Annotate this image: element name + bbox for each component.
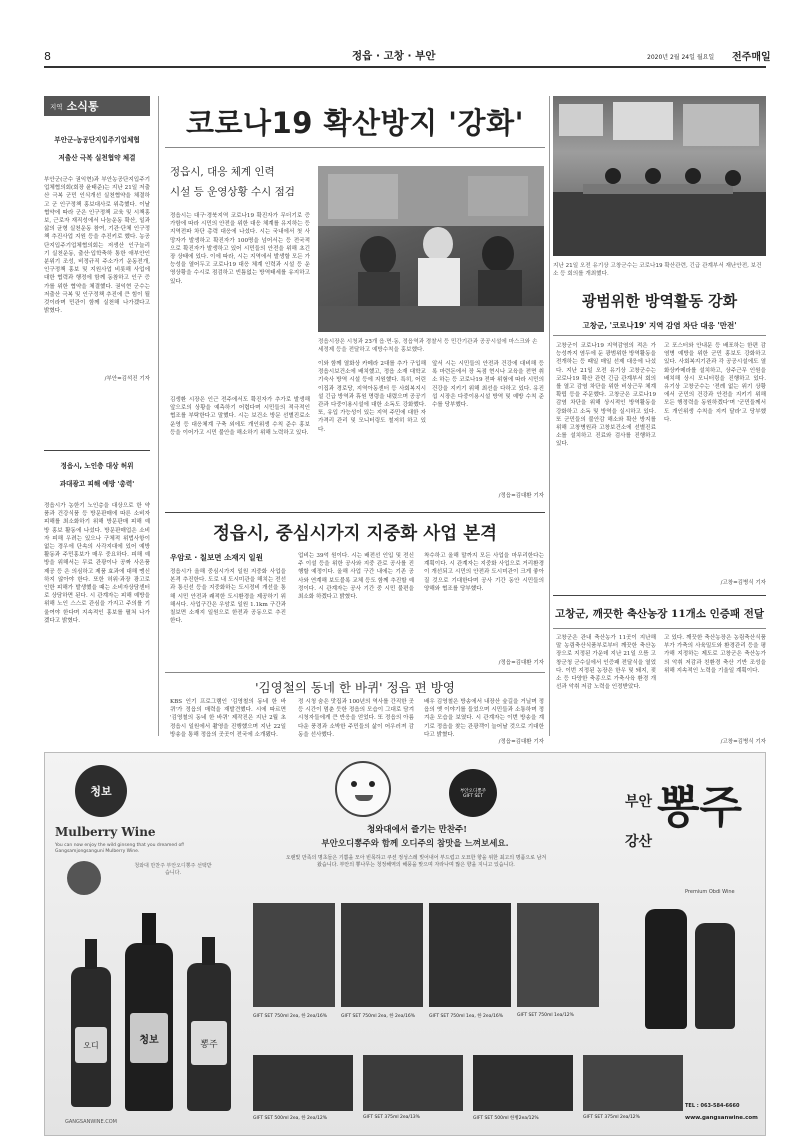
- ad-gift-box-3: [429, 903, 511, 1007]
- story-4-credit: /고창=김병식 기자: [720, 739, 766, 745]
- ad-brand-english: Mulberry Wine: [55, 825, 156, 839]
- ad-main-line: 청와대에서 즐기는 만찬주!: [367, 825, 467, 835]
- ad-gift-box-2: [341, 903, 423, 1007]
- ad-main-line-2: 부안오디뽕주와 함께 오디주의 참맛을 느껴보세요.: [321, 839, 509, 849]
- paper-name: 전주매일: [732, 52, 771, 63]
- ad-footer-logo: GANGSANWINE.COM: [65, 1119, 117, 1125]
- main-story-col-2: 이와 함께 열화상 카메라 2대를 추가 구입해 정읍시보건소에 배치했고, 정읍 소재 대학교 기숙사 방역 시설 등에 지원했다. 특히, 어린이집과 경로당, 지역아동센터 등 사회복지시설 긴급 방역과 휴원 명령을 내렸으며 공공기관과 다중이용시설에 대한 소독도 강화했다. 또, 유입 가능성이 있는 지역 주민에 대한 자가격리 관리 및 모니터링도 철저히 하고 있다.: [318, 361, 426, 433]
- ad-bottle-group-left: [59, 923, 249, 1113]
- ad-gift-set-label-6: GIFT SET 375ml 2ea/13%: [363, 1115, 420, 1120]
- ad-seal-icon: [67, 861, 101, 895]
- ad-bottle-1-neck: [85, 939, 97, 969]
- story-3-top-rule: [165, 672, 545, 673]
- ad-side-note: 청와대 만찬주 부안오디뽕주 선택받습니다.: [134, 863, 212, 876]
- ad-website: www.gangsanwine.com: [685, 1115, 758, 1121]
- sidebar-box-header: [44, 96, 150, 116]
- ad-bottle-3-neck: [202, 937, 215, 965]
- ad-gift-set-label-7: GIFT SET 500ml 한병2ea/12%: [473, 1116, 539, 1121]
- ad-gift-set-label-2: GIFT SET 750ml 2ea, 한 2ea/16%: [341, 1014, 415, 1019]
- ad-gift-set-label-8: GIFT SET 375ml 2ea/12%: [583, 1115, 640, 1120]
- story-4-col-2: 고 있다. 깨끗한 축산농장은 농림축산식품부가 가축의 사육밀도와 환경관리 등을 평가해 지정하는 제도로 고창군은 축산농가의 악취 저감과 친환경 축산 기반 조성을 위해 지속적인 노력을 기울일 계획이다.: [664, 635, 766, 674]
- right-story-col-1: 고창군이 코로나19 지역감염의 적은 가능성까지 염두에 둔 광범위한 방역활동을 전개하는 등 때일 매일 선제 대응에 나섰다. 지난 21일 오전 유기상 고창군수는 코로나19 확산 관련 긴급 관계부서 회의를 열고 감염 차단을 위한 비상근무 체계 확립 등을 주문했다. 고창군은 코로나19 감염 차단을 위해 상시적인 방역활동을 강화하고 소독 및 방역을 실시하고 있다. 또 군민들의 불안감 해소와 확산 방지를 위해 고창병원과 고창보건소에 선별진료소를 설치하고 진료와 검사를 진행하고 있다.: [556, 343, 656, 448]
- main-story-lead-text: 정읍시는 대구·경북지역 코로나19 확진자가 무더기로 증가함에 따라 시민의 안전을 위한 대응 체계를 유지하는 등 지역전파 차단 총력 대응에 나섰다. 시는 국내에서 첫 사망자가 발생하고 확진자가 100명을 넘어서는 등 전국적으로 확진자가 발생하고 있어 시민들의 안전을 위해 초긴장 상태에 있다. 이에 따라, 시는 지역에서 발생할 모든 가능성을 열어두고 코로나19 대응 체계 인력과 시설 등 운영상황을 수시로 점검하고 빈틈없는 방역태세를 유지하고 있다.: [170, 213, 310, 285]
- ad-gift-set-label-5: GIFT SET 500ml 2ea, 한 2ea/12%: [253, 1116, 327, 1121]
- story-4-top-rule: [553, 595, 766, 596]
- ad-gift-set-row-2: [253, 1055, 693, 1131]
- ad-english-tagline: You can now enjoy the wild ginseng that you dreamed of! Gangsamjongsanguni Mulberry Wine.: [55, 843, 185, 854]
- story-3-col-3: 배우 김영철은 방송에서 내장산 숲길을 거닐며 정읍의 옛 이야기를 들었으며 시민들과 소통하며 정겨운 모습을 보였다. 시 관계자는 이번 방송을 계기로 정읍을 찾는 관광객이 늘어날 것으로 기대한다고 밝혔다.: [424, 699, 544, 738]
- sidebar-box-title: 소식통: [66, 100, 99, 113]
- story-2-top-rule: [165, 512, 545, 513]
- sidebar-item-1-text: 부안군(군수 권익현)과 부안농공단지입주기업체협의회(회장 윤태준)는 지난 21일 저출산 극복 군민 인식개선 실천협약을 체결하고 군 인구정책 홍보대사로 위촉했다. 이날 협약에 따라 군은 인구정책 교육 및 시책홍보, 근로자 재직성에서 나눔운동 확산, 일과 삶의 균형 실천운동 참여, 기관·단체 인구정책 추진사업 지원 등을 추진키로 했다. 농공단지입주기업체협의회는 저생산 인구늘리기 실천운동, 출산·입학축하 통한 애부안인 분위기 조성, 비정규직 주소가기 운동전개, 인구정책 홍보 및 지원사업 비롯해 사업에 대한 협력과 행정에 함께 동참하고 인구 증가를 위한 협약을 체결했다. 권익현 군수는 저출산 극복 및 인구정책 추진에 큰 힘이 될 것이라며 민관이 함께 실천해 나가겠다고 밝혔다.: [44, 177, 150, 315]
- story-3-col-2: 정 시청 숨은 맛집과 100년의 역사를 간직한 곳 등 시간이 멈춘 듯한 정읍의 모습이 그대로 담겨 시청자들에게 큰 반응을 얻었다. 또 정읍의 아름다운 풍경과 소박한 주민들의 삶이 어우러져 감동을 선사했다.: [298, 699, 414, 738]
- sidebar-item-2-text: 정읍시가 농한기 노인층을 대상으로 한 약품과 건강식품 등 방문판매에 따른 소비자 피해를 최소화하기 위해 방문판매 피해 예방 홍보 활동에 나섰다. 방문판매업은 소비자 피해 우려는 있으나 구체적 위법사항이 없는 경우에 단속의 사각지대에 있어 예방 활동과 주민홍보가 매우 중요하다. 피해 예방을 위해서는 무료 관광이나 공짜 사은품 제공 등 은 의심하고 제품 효과에 대해 맹신하지 않아야 한다. 또한 허위·과장 광고로 인한 피해가 발생했을 때는 소비자상담센터로 상담하면 된다. 시 관계자는 피해 예방을 위해 노인 스스로 관심을 가지고 주의를 기울여야 한다며 지속적인 홍보를 펼쳐 나가겠다고 밝혔다.: [44, 503, 150, 624]
- sidebar-box-label: 지역: [50, 102, 63, 111]
- sidebar-item-2-title-line1: 정읍시, 노인층 대상 허위: [60, 462, 134, 470]
- ad-bottle-2: [125, 943, 173, 1111]
- main-story-credit: /정읍=김대환 기자: [498, 493, 544, 499]
- sidebar-item-1: [44, 118, 150, 382]
- main-story-subhead-2: 시설 등 운영상황 수시 점검: [170, 186, 295, 198]
- ad-gift-box-5: [253, 1055, 353, 1111]
- page-number: 8: [44, 50, 51, 63]
- ad-bottle-1-label: 오디: [75, 1027, 107, 1063]
- right-column-rule: [549, 96, 550, 736]
- ad-gift-box-1: [253, 903, 335, 1007]
- right-story-subhead: 고창군, '코로나19' 지역 감염 차단 대응 '만전': [582, 321, 737, 330]
- sidebar-column-rule: [158, 96, 159, 736]
- ad-mascot-icon: [335, 761, 391, 817]
- ad-bottle-2-neck: [142, 913, 156, 945]
- main-story-photo-caption: 정읍시장은 시청과 23개 읍·면·동, 정읍역과 경찰서 등 민간기관과 공공시설에 마스크와 손 세정제 등을 전달하고 예방수칙을 홍보했다.: [318, 339, 538, 353]
- story-2-col-3: 착수하고 올해 말까지 모든 사업을 마무리한다는 계획이다. 시 관계자는 지중화 사업으로 거리환경이 개선되고 시민의 안전과 도시미관이 크게 좋아질 것으로 기대한다며 공사 기간 동안 시민들의 양해와 협조를 당부했다.: [424, 553, 544, 592]
- story-4-headline: 고창군, 깨끗한 축산농장 11개소 인증패 전달: [555, 608, 764, 620]
- main-story-col-1-continued: 김생환 시장은 인근 전주에서도 확진자가 추가로 발생해 앞으로의 상황을 예측하기 어렵다며 시민들의 적극적인 협조를 부탁한다고 말했다. 시는 보건소 방문 선별진료소 운영 등 대응체계 구축 외에도 개인위생 수칙 준수 홍보 등을 이어가고 시민 불안을 해소하기 위해 노력하고 있다.: [170, 397, 310, 436]
- main-story-col-3: 앞서 시는 시민들의 안전과 건강에 대비해 등록 마련돈에서 장 독점 현시나 교육을 전면 취소 하는 등 코로나19 전파 위험에 따라 시민의 건강을 지키기 위해 최선을 다하고 있다. 유진섭 시장은 다중이용시설 방역 및 예방 수칙 준수를 당부했다.: [432, 361, 544, 409]
- story-3-headline: '김영철의 동네 한 바퀴' 정읍 편 방영: [255, 680, 455, 695]
- main-story-headline: 코로나19 확산방지 '강화': [186, 106, 524, 140]
- right-story-photo-illustration: [553, 96, 766, 256]
- ad-gift-box-6: [363, 1055, 463, 1111]
- sidebar-item-2: [44, 452, 150, 766]
- ad-bottle-2-label: 청보: [130, 1013, 168, 1063]
- story-4-col-1: 고창군은 관내 축산농가 11곳이 지난해 말 농림축산식품부로부터 깨끗한 축산농장으로 지정된 가운데 지난 21일 으뜸 고창군청 군수실에서 인증패 전달식을 열었다. 이번 지정된 농장은 한우 및 돼지, 젖소 등 다양한 축종으로 가축사육 환경 개선과 악취 저감 노력을 인정받았다.: [556, 635, 656, 691]
- right-story-col-2: 고 포스터와 안내문 등 배포하는 한편 감염병 예방을 위한 군민 홍보도 강화하고 있다. 사회복지기관과 각 공공시설에도 열화상카메라를 설치하고, 상주근무 인원을 배치해 상시 모니터링을 진행하고 있다. 유기상 고창군수는 '전례 없는 위기 상황에서 군민의 건강과 안전을 지키기 위해 모든 행정력을 동원하겠다'며 '군민들께서도 개인위생 수칙을 지켜 달라'고 당부했다.: [664, 343, 766, 423]
- story-4-sub-rule: [553, 628, 766, 629]
- sidebar-item-1-credit: /부안=김석진 기자: [104, 376, 150, 382]
- ad-big-label-1: 부안: [625, 794, 653, 810]
- header-rule: [44, 66, 766, 68]
- right-story-sub-rule: [553, 335, 766, 336]
- ad-gift-set-label-3: GIFT SET 750ml 1ea, 한 2ea/16%: [429, 1014, 503, 1019]
- sidebar-item-1-title-line1: 부안군-농공단지입주기업체협: [54, 136, 140, 144]
- issue-date: 2020년 2월 24일 월요일: [647, 54, 715, 61]
- main-story-subhead-1: 정읍시, 대응 체계 인력: [170, 166, 275, 178]
- ad-premium-text: Premium Obdi Wine: [685, 889, 735, 895]
- ad-gift-box-8: [583, 1055, 683, 1111]
- ad-gift-set-badge: 부안오디뽕주 GIFT SET: [449, 769, 497, 817]
- ad-big-label-2: 강산: [625, 834, 653, 850]
- ad-bottle-4: [645, 909, 687, 1029]
- ad-description: 오랜빛 만족의 명초들은 기쁨을 모아 빈목하고 쿠션 정성스레 빚어내어 부드럽고 오묘한 향을 위한 최고의 명품으로 남겨 왔습니다. 부안의 뽕나무는 청정해역의 해풍을 맞으며 자라나며 많은 향을 지니고 있습니다.: [285, 855, 547, 868]
- main-story-headline-box: [165, 96, 545, 148]
- ad-brand-logo: 청보: [75, 765, 127, 817]
- ad-big-label-3: 뽕주: [657, 782, 743, 833]
- ad-telephone: TEL : 063-584-6660: [685, 1103, 740, 1109]
- story-2-col-2: 업비는 39억 원이다. 시는 배전선 인입 및 전신주 이설 등을 위한 공사와 지중 관로 공사를 진행할 예정이다. 올해 사업 구간 내에는 기존 공사와 연계해 보도블록 교체 등도 함께 추진할 예정이다. 시 관계자는 공사 기간 중 시민 불편을 최소화 하겠다고 밝혔다.: [298, 553, 414, 601]
- ad-gift-set-label-1: GIFT SET 750ml 2ea, 한 2ea/16%: [253, 1014, 327, 1019]
- ad-bottle-3: [187, 963, 231, 1111]
- section-title: 정읍 · 고창 · 부안: [352, 50, 436, 62]
- main-story-photo-illustration: [318, 166, 544, 332]
- right-story-headline: 광범위한 방역활동 강화: [581, 292, 738, 310]
- ad-bottle-3-label: 뽕주: [191, 1021, 227, 1065]
- advertisement: [44, 752, 766, 1136]
- ad-bottle-5: [695, 923, 735, 1029]
- main-story-photo: [318, 166, 544, 332]
- story-2-headline: 정읍시, 중심시가지 지중화 사업 본격: [212, 524, 498, 544]
- sidebar-item-2-title-line2: 과대광고 피해 예방 '총력': [59, 480, 135, 488]
- story-2-subhead: 우암로 · 칠보면 소재지 일원: [170, 553, 263, 562]
- sidebar-divider: [44, 450, 150, 451]
- story-3-col-1: KBS 인기 프로그램인 '김영철의 동네 한 바퀴'가 정읍의 매력을 재발견했다. 시에 따르면 '김영철의 동네 한 바퀴' 제작진은 지난 2월 초 정읍시 일원에서 촬영을 진행했으며 지난 22일 방송을 통해 정읍의 곳곳이 전국에 소개됐다.: [170, 699, 286, 738]
- right-story-photo: [553, 96, 766, 256]
- ad-bottle-1: [71, 967, 111, 1107]
- ad-gift-set-row-1: [253, 903, 599, 1043]
- story-3-credit: /정읍=김대환 기자: [498, 739, 544, 745]
- ad-gift-set-label-4: GIFT SET 750ml 1ea/12%: [517, 1013, 574, 1018]
- right-story-credit: /고창=김병식 기자: [720, 580, 766, 586]
- right-story-photo-caption: 지난 21일 오전 유기상 고창군수는 코로나19 확산관련, 긴급 관계부서 재난안전, 보건소 등 회의를 개최했다.: [553, 263, 762, 277]
- sidebar-item-1-title-line2: 저출산 극복 실천협약 체결: [58, 154, 136, 162]
- story-2-credit: /정읍=김대환 기자: [498, 660, 544, 666]
- ad-gift-box-7: [473, 1055, 573, 1111]
- story-2-col-1: 정읍시가 올해 중심시가지 일원 지중화 사업을 본격 추진한다. 도로 내 도시미관을 해치는 전선과 통신선 등을 지중화하는 도시정비 개선을 통해 시민 안전과 쾌적한 도시환경을 제공하기 위해서다. 사업구간은 우암로 일원 1.1km 구간과 칠보면 소재지 일원으로 한전과 공동으로 추진한다.: [170, 569, 286, 625]
- ad-gift-box-4: [517, 903, 599, 1007]
